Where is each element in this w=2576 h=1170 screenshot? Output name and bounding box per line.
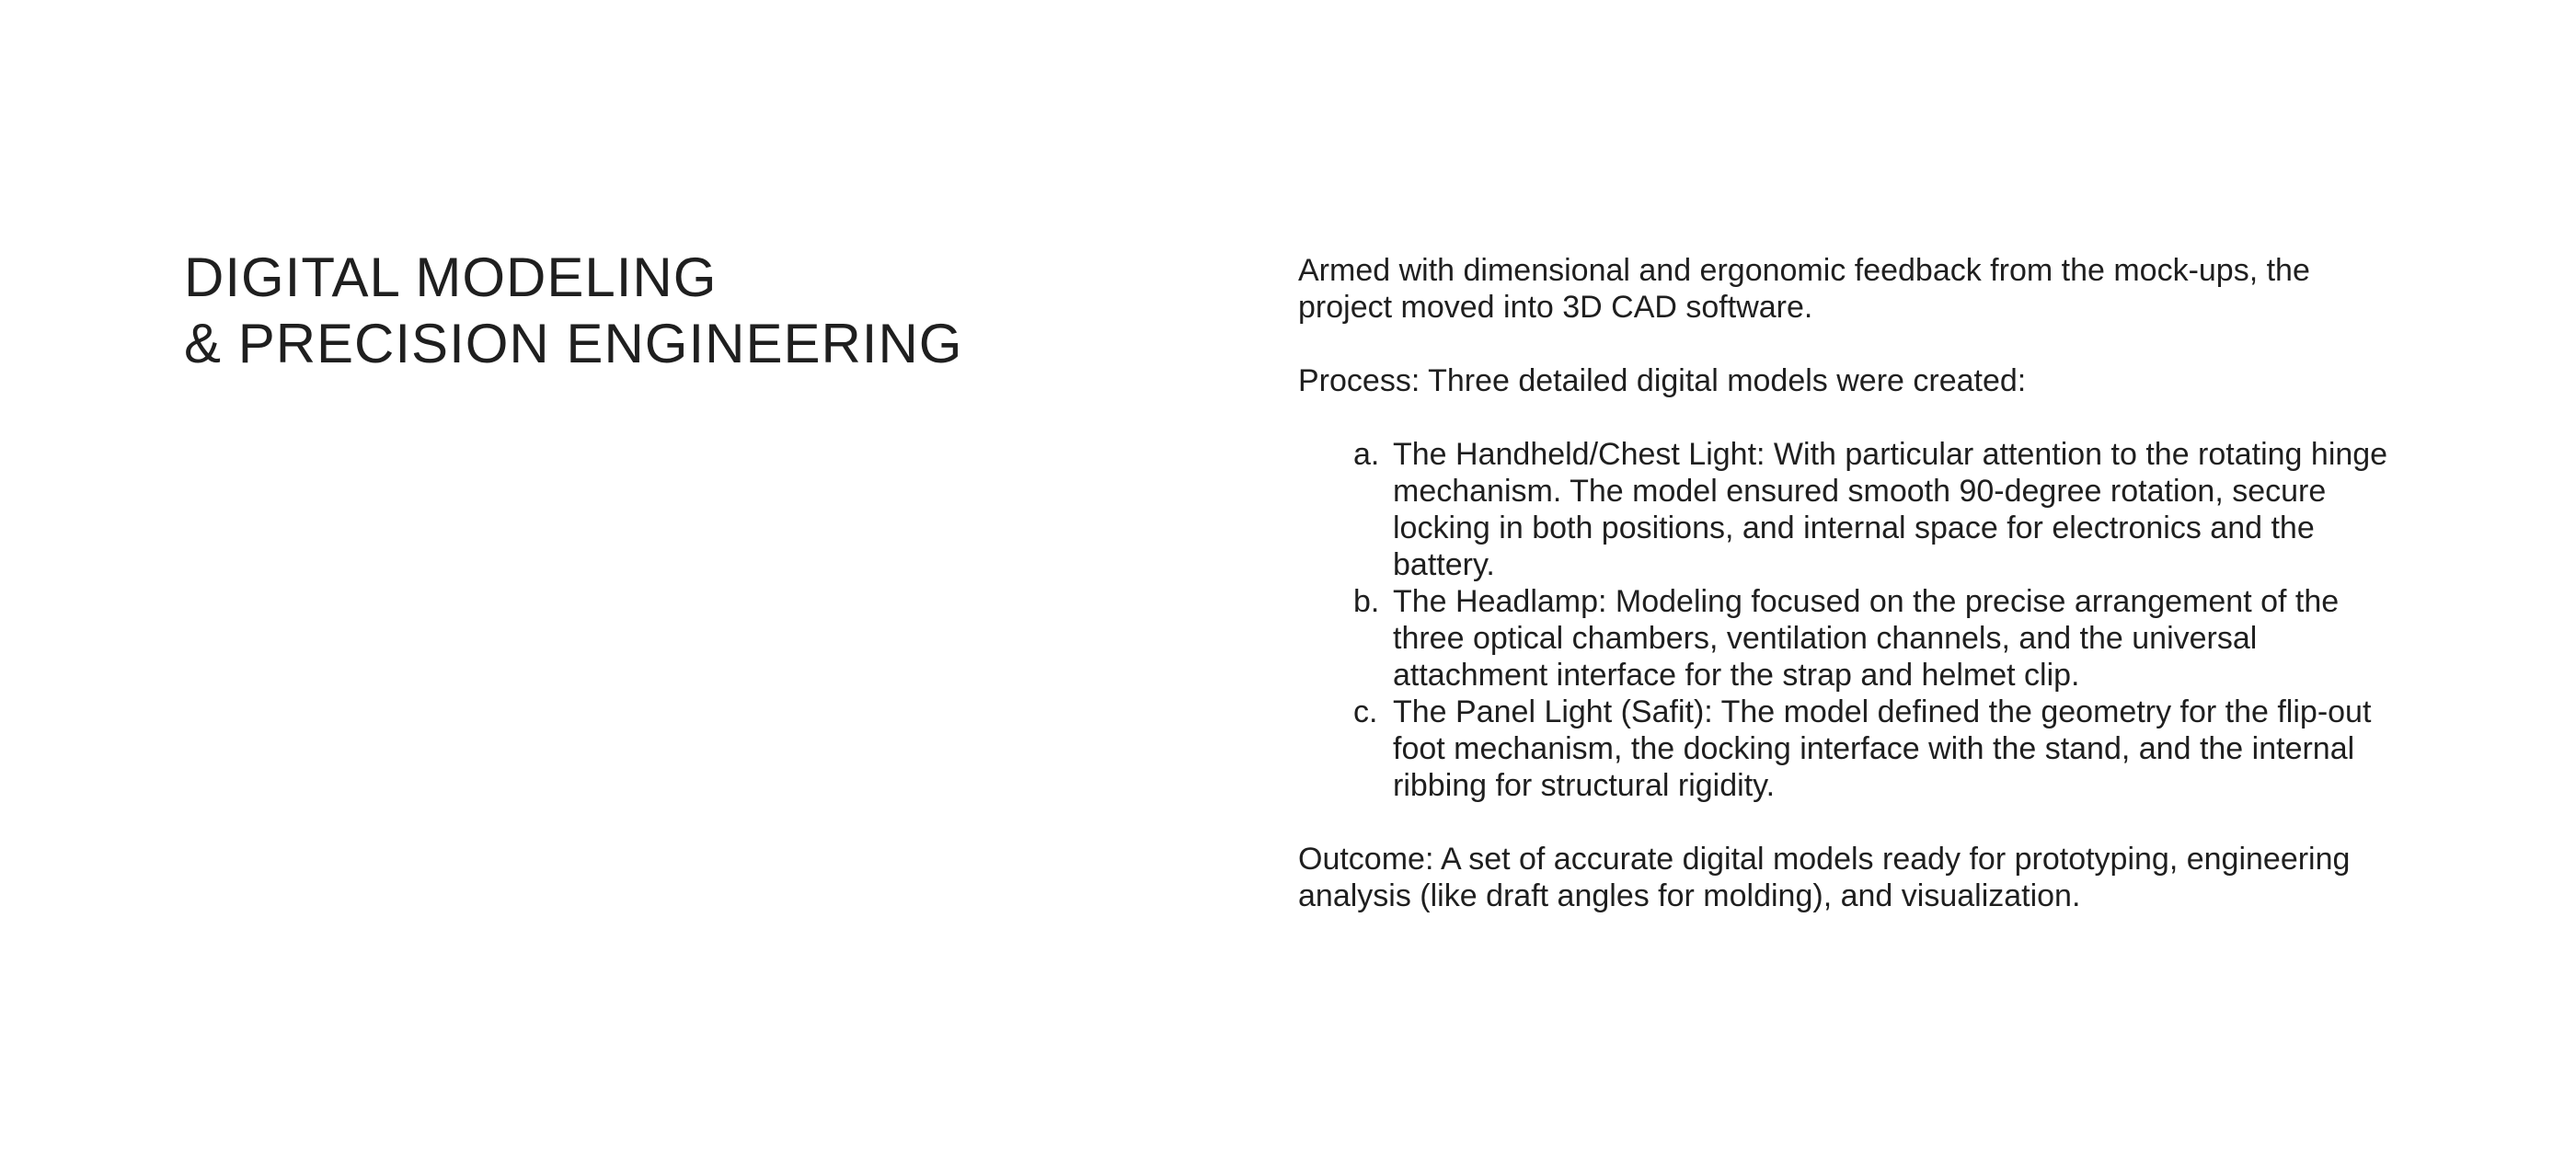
list-marker: b. bbox=[1353, 584, 1380, 619]
list-item-text: The Panel Light (Safit): The model defined the geometry for the flip-out foot mechanism, the docking interface with the stand, and the internal ribbing for structural rigidity. bbox=[1393, 694, 2372, 803]
list-item bbox=[1298, 583, 2411, 694]
body-text bbox=[1298, 252, 2411, 914]
intro-paragraph: Armed with dimensional and ergonomic feedback from the mock-ups, the project moved into 3D CAD software. bbox=[1298, 253, 2310, 325]
section-title bbox=[184, 245, 1196, 377]
process-paragraph: Process: Three detailed digital models were created: bbox=[1298, 363, 2027, 398]
section-title-line-2: & PRECISION ENGINEERING bbox=[184, 313, 963, 374]
list-item-text: The Headlamp: Modeling focused on the precise arrangement of the three optical chambers, ventilation channels, and the universal attachment interface for the strap and helmet clip. bbox=[1393, 584, 2340, 693]
outcome-paragraph: Outcome: A set of accurate digital models ready for prototyping, engineering analysis (like draft angles for molding), and visualization. bbox=[1298, 842, 2351, 913]
list-item-text: The Handheld/Chest Light: With particular attention to the rotating hinge mechanism. The model ensured smooth 90-degree rotation, secure locking in both positions, and internal space for electronics and the battery. bbox=[1393, 437, 2388, 582]
list-item bbox=[1298, 694, 2411, 804]
models-list bbox=[1298, 436, 2411, 804]
section-title-line-1: DIGITAL MODELING bbox=[184, 247, 718, 308]
list-item bbox=[1298, 436, 2411, 583]
list-marker: a. bbox=[1353, 437, 1380, 472]
list-marker: c. bbox=[1353, 694, 1378, 729]
